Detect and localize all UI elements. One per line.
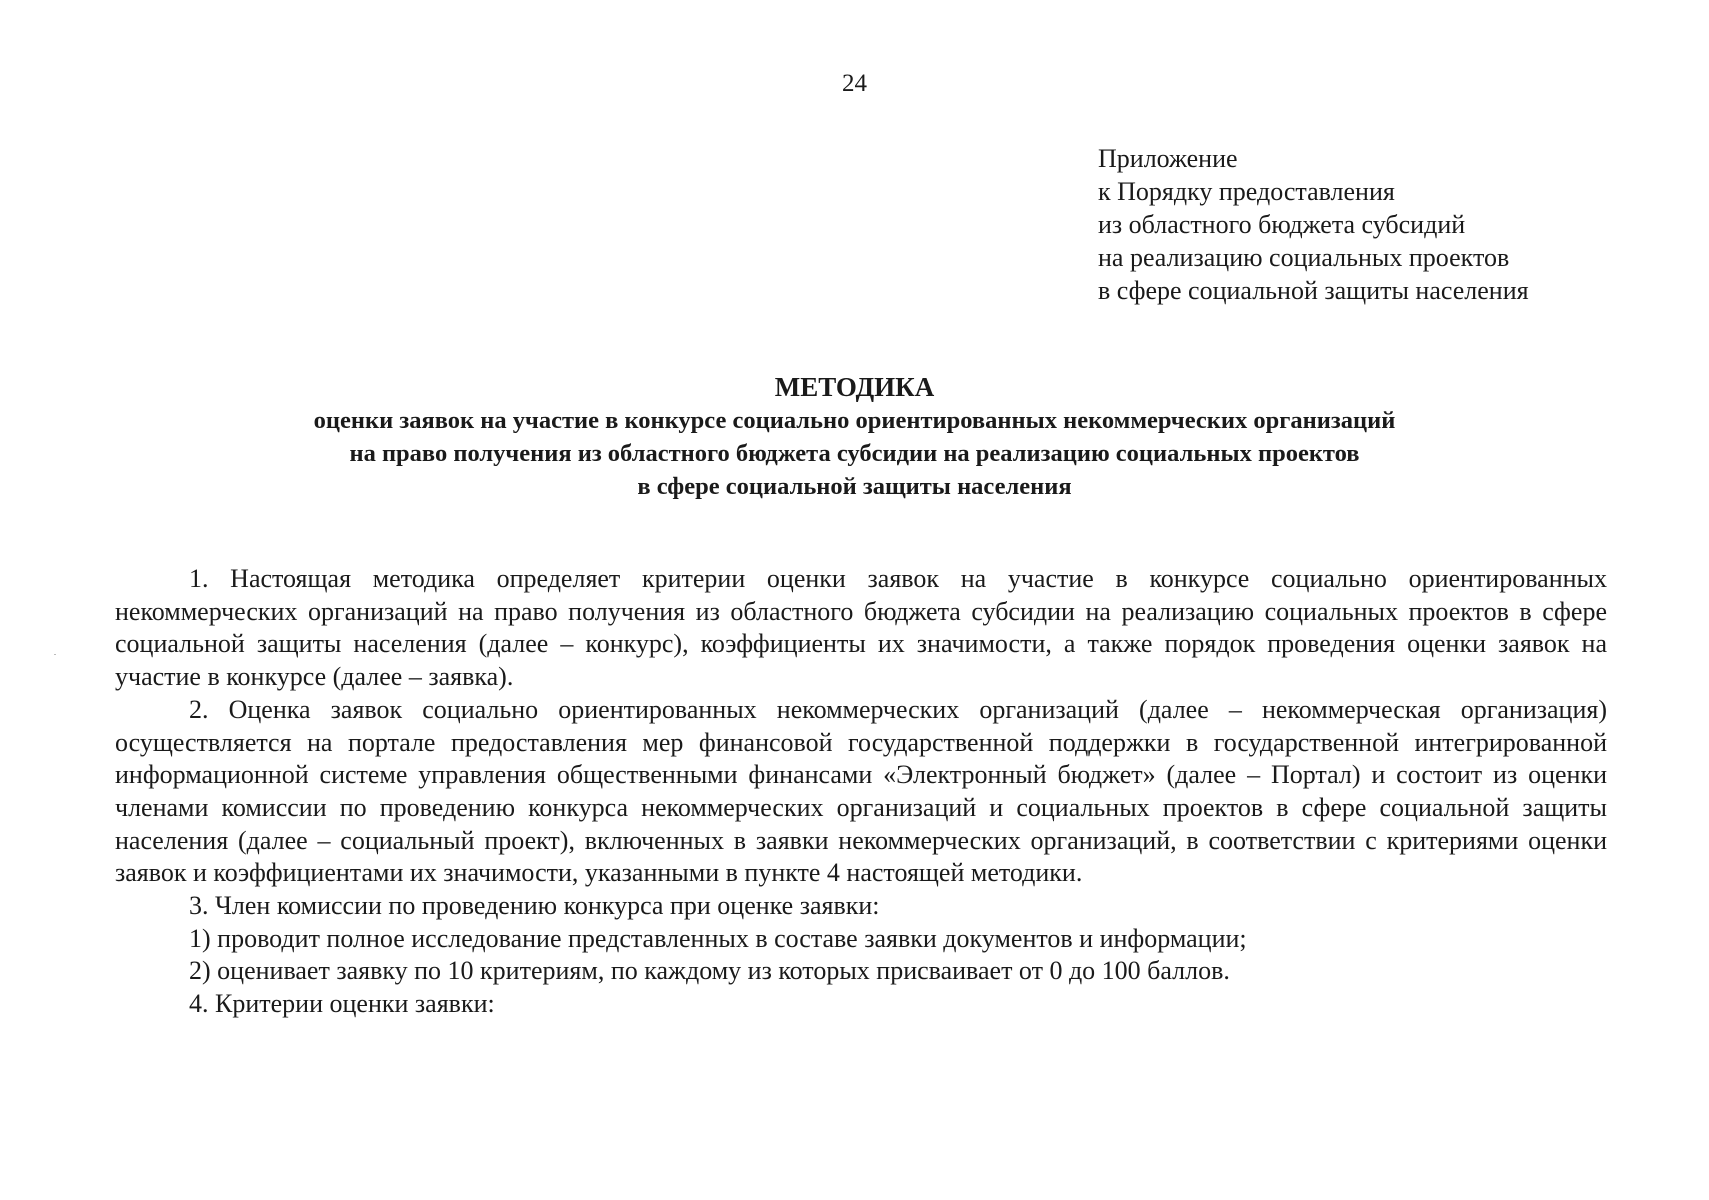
document-title: [0, 370, 1709, 503]
title-subline: на право получения из областного бюджета субсидии на реализацию социальных проектов: [349, 440, 1360, 467]
paragraph-4: 4. Критерии оценки заявки:: [189, 989, 495, 1019]
appendix-line: на реализацию социальных проектов: [1098, 243, 1510, 272]
appendix-line: Приложение: [1098, 144, 1238, 173]
appendix-block: [1098, 142, 1529, 307]
appendix-line: в сфере социальной защиты населения: [1098, 276, 1529, 305]
document-body: [115, 563, 1607, 1021]
title-main: МЕТОДИКА: [774, 372, 935, 402]
appendix-line: к Порядку предоставления: [1098, 177, 1395, 206]
list-item-3-1: 1) проводит полное исследование представленных в составе заявки документов и информации;: [189, 923, 1247, 953]
paragraph-2: 2. Оценка заявок социально ориентированных некоммерческих организаций (далее – некоммерческая организация) осуществляется на портале предоставления мер финансовой государственной поддержки в государственной интегрированной информационной системе управления общественными финансами «Электронный бюджет» (далее – Портал) и состоит из оценки членами комиссии по проведению конкурса некоммерческих организаций и социальных проектов в сфере социальной защиты населения (далее – социальный проект), включенных в заявки некоммерческих организаций, в соответствии с критериями оценки заявок и коэффициентами их значимости, указанными в пункте 4 настоящей методики.: [115, 694, 1607, 888]
scan-speck: [54, 654, 56, 655]
title-subline: в сфере социальной защиты населения: [637, 473, 1072, 500]
list-item-3-2: 2) оценивает заявку по 10 критериям, по каждому из которых присваивает от 0 до 100 баллов.: [189, 956, 1230, 986]
title-subline: оценки заявок на участие в конкурсе социально ориентированных некоммерческих организаций: [313, 407, 1396, 434]
paragraph-3: 3. Член комиссии по проведению конкурса при оценке заявки:: [189, 891, 880, 921]
page-number: 24: [842, 70, 867, 97]
appendix-line: из областного бюджета субсидий: [1098, 210, 1466, 239]
paragraph-1: 1. Настоящая методика определяет критерии оценки заявок на участие в конкурсе социально ориентированных некоммерческих организаций на право получения из областного бюджета субсидии на реализацию социальных проектов в сфере социальной защиты населения (далее – конкурс), коэффициенты их значимости, а также порядок проведения оценки заявок на участие в конкурсе (далее – заявка).: [115, 564, 1607, 692]
